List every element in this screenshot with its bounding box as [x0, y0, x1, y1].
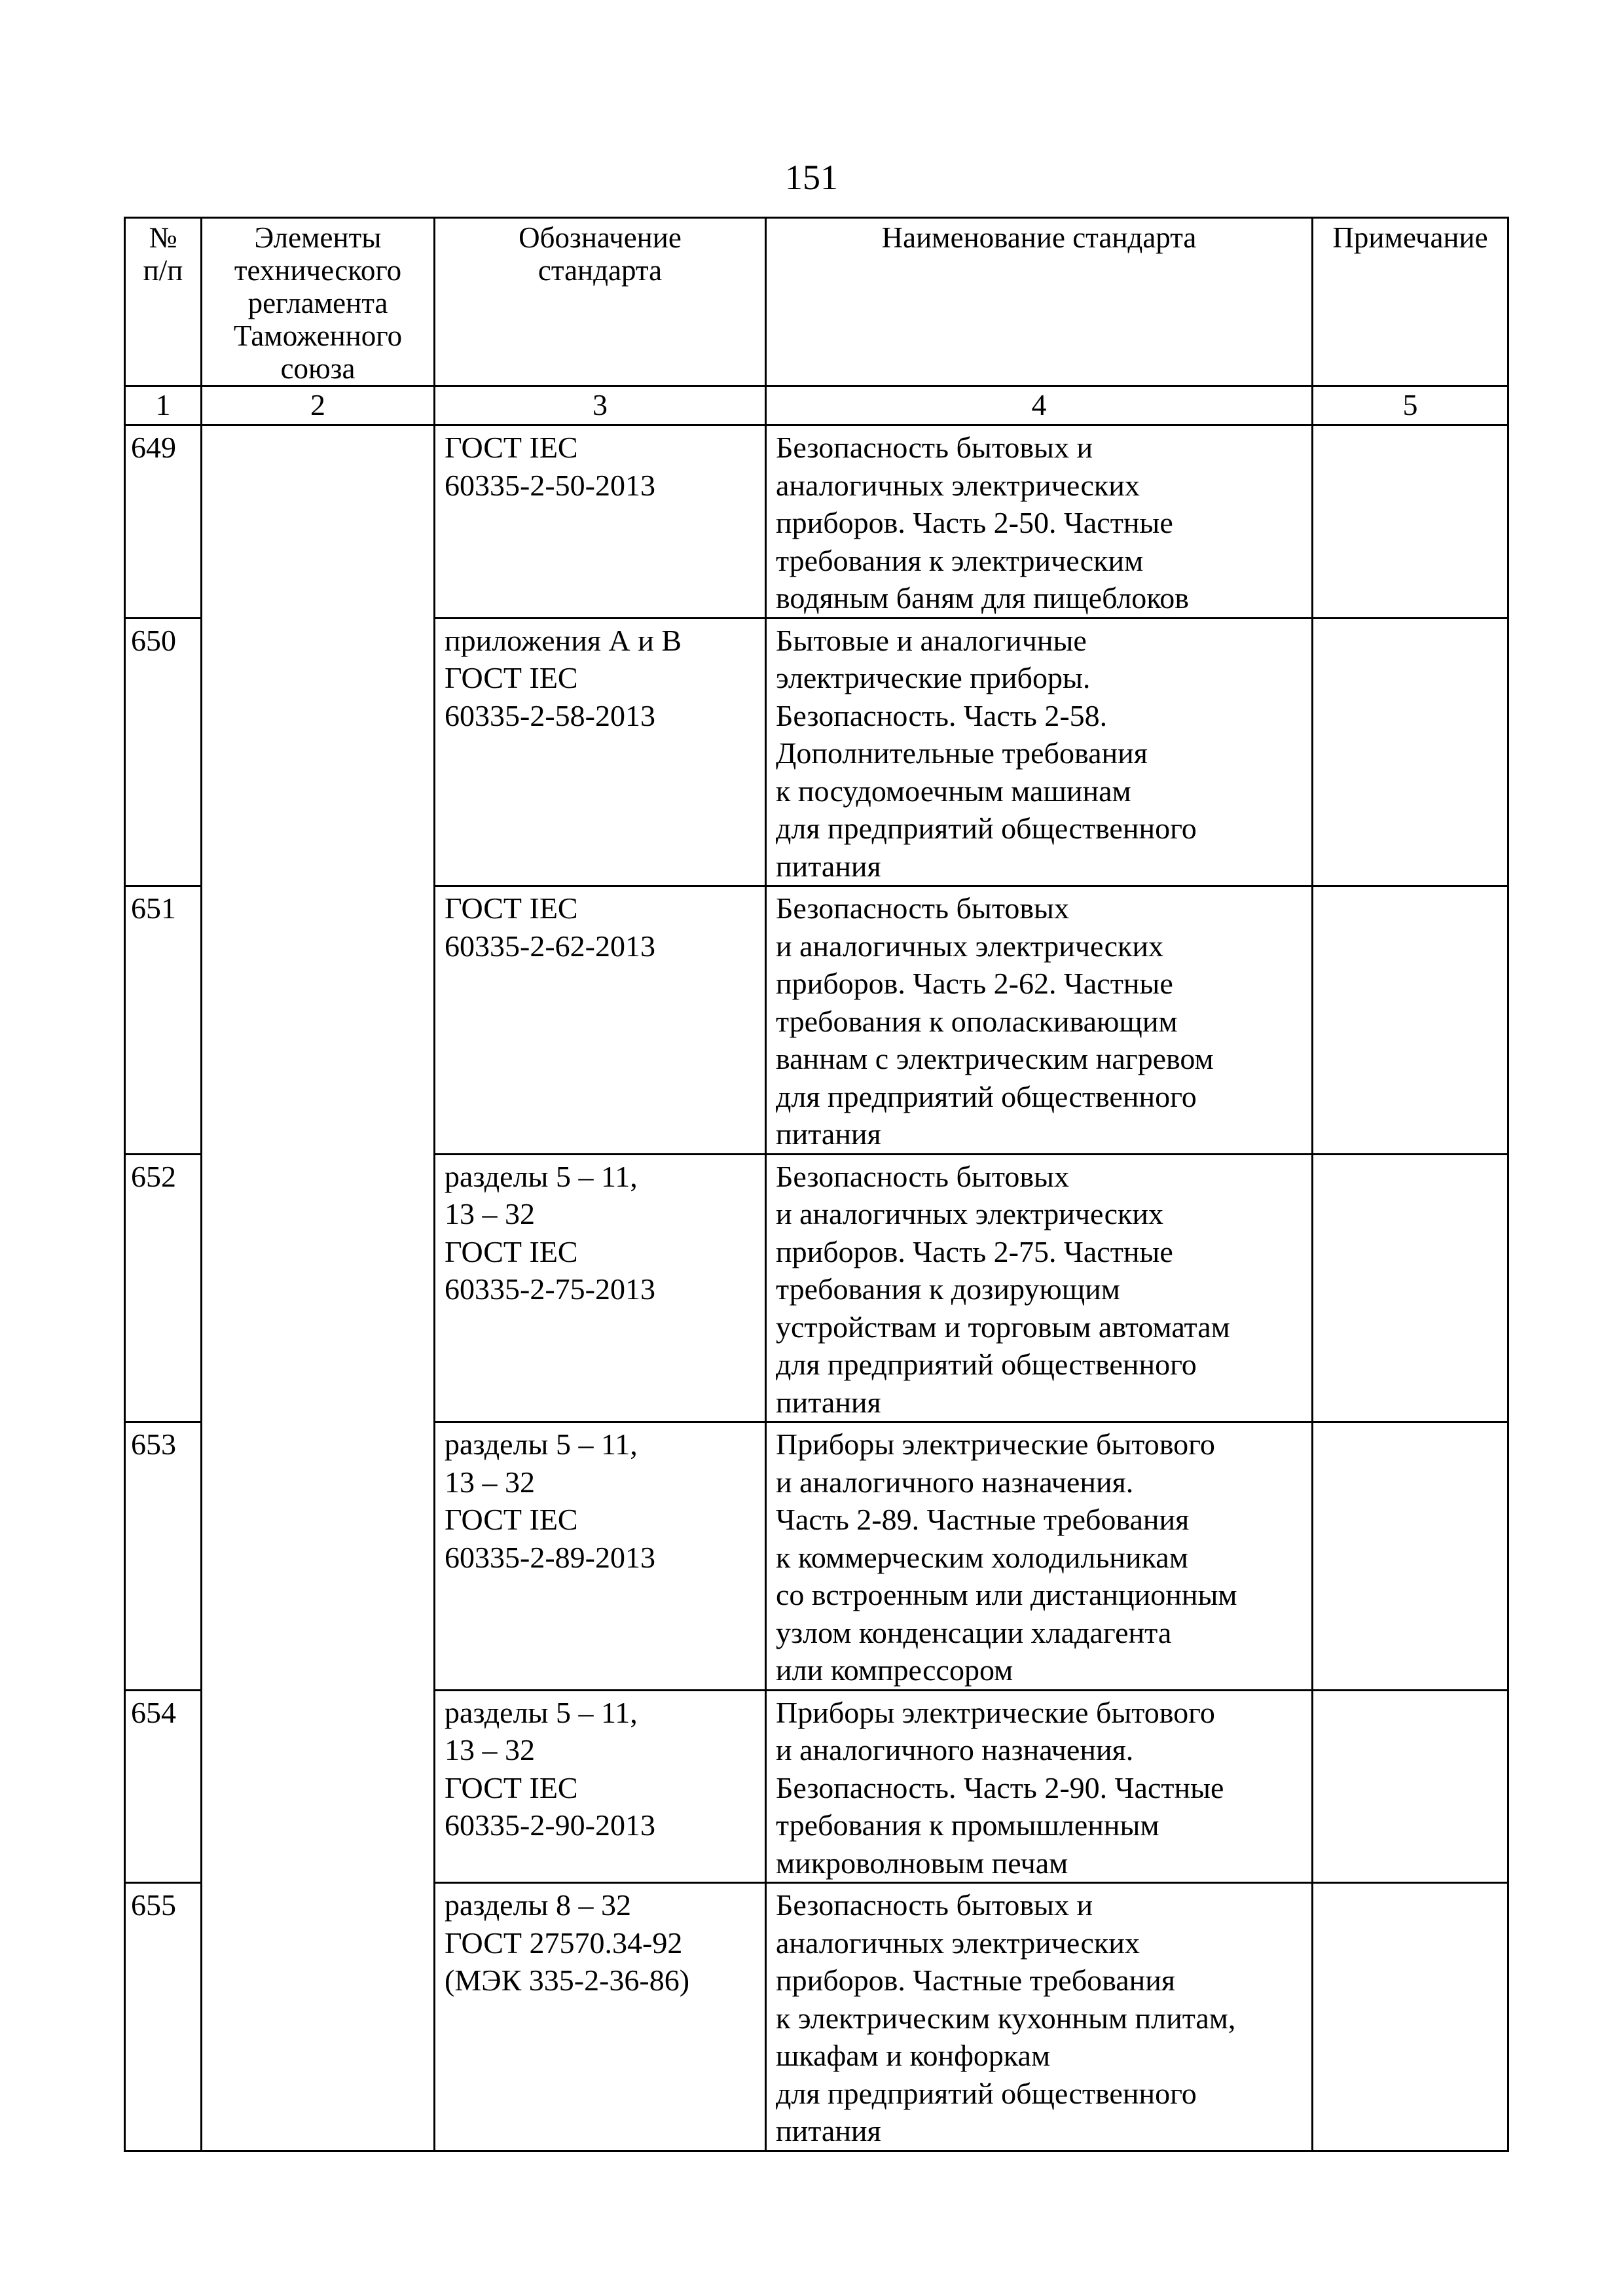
- header-designation: Обозначение стандарта: [435, 218, 766, 386]
- standard-designation: приложения А и В ГОСТ IEC 60335-2-58-2013: [435, 618, 766, 886]
- standard-designation: разделы 5 – 11, 13 – 32 ГОСТ IEC 60335-2-89-2013: [435, 1422, 766, 1691]
- header-number: № п/п: [125, 218, 202, 386]
- standard-name: Безопасность бытовых и аналогичных электрических приборов. Часть 2-50. Частные требования к электрическим водяным баням для пищеблоков: [766, 425, 1313, 619]
- column-number: 5: [1313, 386, 1508, 425]
- standard-name: Приборы электрические бытового и аналогичного назначения. Безопасность. Часть 2-90. Частные требования к промышленным микроволновым печам: [766, 1690, 1313, 1883]
- table-header-row: [125, 218, 1508, 386]
- row-number: 654: [125, 1690, 202, 1883]
- header-elements: Элементы технического регламента Таможенного союза: [202, 218, 435, 386]
- row-number: 655: [125, 1883, 202, 2151]
- column-number: 4: [766, 386, 1313, 425]
- row-number: 649: [125, 425, 202, 619]
- header-name: Наименование стандарта: [766, 218, 1313, 386]
- row-number: 653: [125, 1422, 202, 1691]
- standard-name: Безопасность бытовых и аналогичных электрических приборов. Часть 2-62. Частные требования к ополаскивающим ваннам с электрическим нагревом для предприятий общественного питания: [766, 886, 1313, 1155]
- standard-designation: разделы 5 – 11, 13 – 32 ГОСТ IEC 60335-2-90-2013: [435, 1690, 766, 1883]
- row-number: 652: [125, 1154, 202, 1422]
- column-number-row: [125, 386, 1508, 425]
- note-cell: [1313, 425, 1508, 619]
- standard-name: Безопасность бытовых и аналогичных электрических приборов. Частные требования к электрическим кухонным плитам, шкафам и конфоркам для предприятий общественного питания: [766, 1883, 1313, 2151]
- note-cell: [1313, 1422, 1508, 1691]
- note-cell: [1313, 618, 1508, 886]
- tr-elements-cell: [202, 425, 435, 2151]
- note-cell: [1313, 1154, 1508, 1422]
- note-cell: [1313, 1883, 1508, 2151]
- column-number: 2: [202, 386, 435, 425]
- standard-designation: ГОСТ IEC 60335-2-50-2013: [435, 425, 766, 619]
- column-number: 1: [125, 386, 202, 425]
- standard-designation: разделы 8 – 32 ГОСТ 27570.34-92 (МЭК 335-2-36-86): [435, 1883, 766, 2151]
- column-number: 3: [435, 386, 766, 425]
- standard-designation: разделы 5 – 11, 13 – 32 ГОСТ IEC 60335-2-75-2013: [435, 1154, 766, 1422]
- note-cell: [1313, 1690, 1508, 1883]
- standard-name: Бытовые и аналогичные электрические приборы. Безопасность. Часть 2-58. Дополнительные требования к посудомоечным машинам для предприятий общественного питания: [766, 618, 1313, 886]
- standard-designation: ГОСТ IEC 60335-2-62-2013: [435, 886, 766, 1155]
- header-note: Примечание: [1313, 218, 1508, 386]
- standard-name: Безопасность бытовых и аналогичных электрических приборов. Часть 2-75. Частные требования к дозирующим устройствам и торговым автоматам для предприятий общественного питания: [766, 1154, 1313, 1422]
- page-number: 151: [785, 158, 838, 197]
- row-number: 650: [125, 618, 202, 886]
- table-row: [125, 425, 1508, 619]
- standards-table: [124, 217, 1509, 2152]
- standard-name: Приборы электрические бытового и аналогичного назначения. Часть 2-89. Частные требования к коммерческим холодильникам со встроенным или дистанционным узлом конденсации хладагента или компрессором: [766, 1422, 1313, 1691]
- note-cell: [1313, 886, 1508, 1155]
- row-number: 651: [125, 886, 202, 1155]
